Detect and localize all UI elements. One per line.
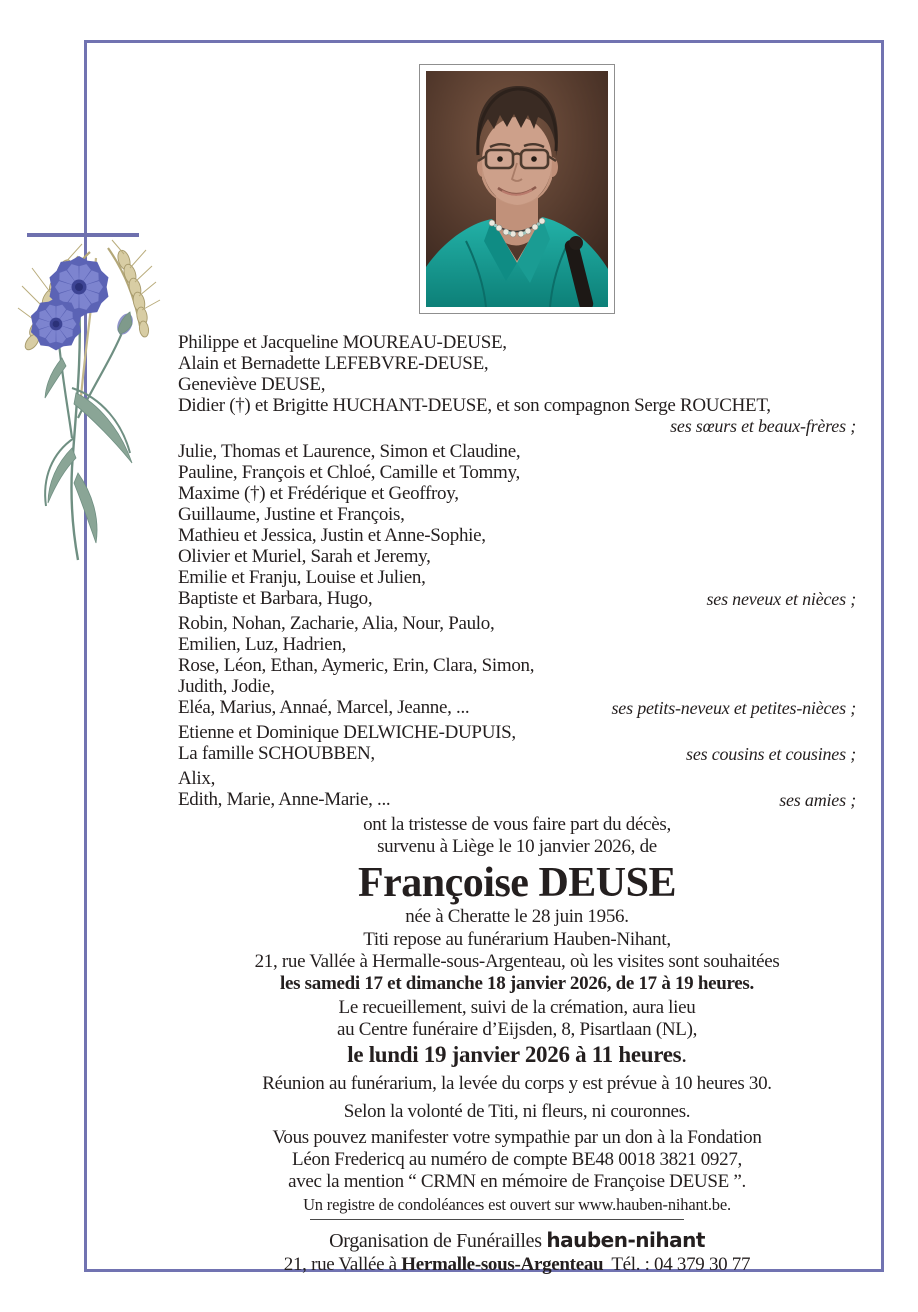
address-prefix: 21, rue Vallée à	[283, 1254, 397, 1275]
announcement-text	[178, 332, 856, 1276]
family-names-line: Alix,	[178, 768, 216, 789]
relation-label-friends: ses amies ;	[779, 790, 856, 810]
ceremony-date: le lundi 19 janvier 2026 à 11 heures.	[347, 1042, 687, 1067]
family-names-line: Edith, Marie, Anne-Marie, ...	[178, 789, 391, 810]
family-names-line: Eléa, Marius, Annaé, Marcel, Jeanne, ...	[178, 697, 470, 718]
ceremony-paragraph	[178, 997, 856, 1069]
visitation-line: 21, rue Vallée à Hermalle-sous-Argenteau, où les visites sont souhaitées	[254, 951, 780, 972]
family-block-cousins	[178, 722, 856, 764]
family-names-line: Alain et Bernadette LEFEBVRE-DEUSE,	[178, 353, 489, 374]
relation-label-great-nephews: ses petits-neveux et petites-nièces ;	[611, 698, 856, 718]
visitation-paragraph	[178, 929, 856, 995]
cornflowers-wheat-illustration	[12, 238, 168, 574]
family-names-line: Geneviève DEUSE,	[178, 374, 326, 395]
family-names-line: Emilien, Luz, Hadrien,	[178, 634, 347, 655]
family-names-line: Rose, Léon, Ethan, Aymeric, Erin, Clara, Simon,	[178, 655, 535, 676]
family-names-line: Etienne et Dominique DELWICHE-DUPUIS,	[178, 722, 516, 743]
donation-line: Léon Fredericq au numéro de compte BE48 0018 3821 0927,	[292, 1149, 742, 1170]
family-names-line: Emilie et Franju, Louise et Julien,	[178, 567, 426, 588]
family-names-line: Didier (†) et Brigitte HUCHANT-DEUSE, et son compagnon Serge ROUCHET,	[178, 395, 771, 416]
family-names-line: Mathieu et Jessica, Justin et Anne-Sophie,	[178, 525, 486, 546]
family-names-line: Pauline, François et Chloé, Camille et Tommy,	[178, 462, 520, 483]
family-block-nephews	[178, 441, 856, 609]
announcement-line: ont la tristesse de vous faire part du décès,	[363, 814, 671, 835]
donation-paragraph	[178, 1127, 856, 1193]
family-block-sisters	[178, 332, 856, 437]
family-block-great-nephews	[178, 613, 856, 718]
visitation-line: Titi repose au funérarium Hauben-Nihant,	[363, 929, 671, 950]
ceremony-line: Le recueillement, suivi de la crémation, aura lieu	[338, 997, 696, 1018]
funeral-home-prefix: Organisation de Funérailles	[329, 1230, 542, 1252]
family-names-line: Judith, Jodie,	[178, 676, 275, 697]
address-city: Hermalle-sous-Argenteau	[401, 1254, 604, 1275]
family-names-line: Philippe et Jacqueline MOUREAU-DEUSE,	[178, 332, 507, 353]
flower-leaves	[45, 358, 132, 543]
family-names-line: Guillaume, Justine et François,	[178, 504, 405, 525]
wishes-line: Selon la volonté de Titi, ni fleurs, ni couronnes.	[343, 1101, 691, 1122]
birth-line: née à Cheratte le 28 juin 1956.	[405, 906, 629, 927]
portrait-photo	[419, 64, 615, 314]
donation-line: Vous pouvez manifester votre sympathie par un don à la Fondation	[272, 1127, 762, 1148]
condolence-register-line: Un registre de condoléances est ouvert sur www.hauben-nihant.be.	[303, 1195, 731, 1214]
footer-divider	[310, 1219, 684, 1220]
donation-line: avec la mention “ CRMN en mémoire de Françoise DEUSE ”.	[288, 1171, 746, 1192]
death-announcement	[178, 814, 856, 858]
family-names-line: Baptiste et Barbara, Hugo,	[178, 588, 373, 609]
meeting-line: Réunion au funérarium, la levée du corps y est prévue à 10 heures 30.	[262, 1073, 772, 1094]
portrait-image	[426, 71, 608, 307]
visitation-dates: les samedi 17 et dimanche 18 janvier 2026, de 17 à 19 heures.	[280, 973, 754, 994]
family-names-line: Maxime (†) et Frédérique et Geoffroy,	[178, 483, 459, 504]
deceased-name: Françoise DEUSE	[358, 860, 676, 906]
funeral-home-brand: hauben-nihant	[546, 1228, 705, 1252]
cross-horizontal-bar	[27, 233, 139, 237]
family-names-line: Julie, Thomas et Laurence, Simon et Claudine,	[178, 441, 521, 462]
relation-label-sisters: ses sœurs et beaux-frères ;	[670, 416, 856, 436]
family-names-line: Robin, Nohan, Zacharie, Alia, Nour, Paulo,	[178, 613, 495, 634]
relation-label-cousins: ses cousins et cousines ;	[686, 744, 856, 764]
announcement-line: survenu à Liège le 10 janvier 2026, de	[377, 836, 657, 857]
funeral-home-address	[178, 1254, 856, 1276]
family-names-line: Olivier et Muriel, Sarah et Jeremy,	[178, 546, 431, 567]
family-names-line: La famille SCHOUBBEN,	[178, 743, 375, 764]
family-block-friends	[178, 768, 856, 810]
funeral-home-line	[178, 1227, 856, 1254]
cornflower-bud	[114, 311, 136, 337]
phone-number: Tél. : 04 379 30 77	[611, 1254, 751, 1275]
relation-label-nephews: ses neveux et nièces ;	[706, 589, 856, 609]
ceremony-line: au Centre funéraire d’Eijsden, 8, Pisartlaan (NL),	[336, 1019, 698, 1040]
